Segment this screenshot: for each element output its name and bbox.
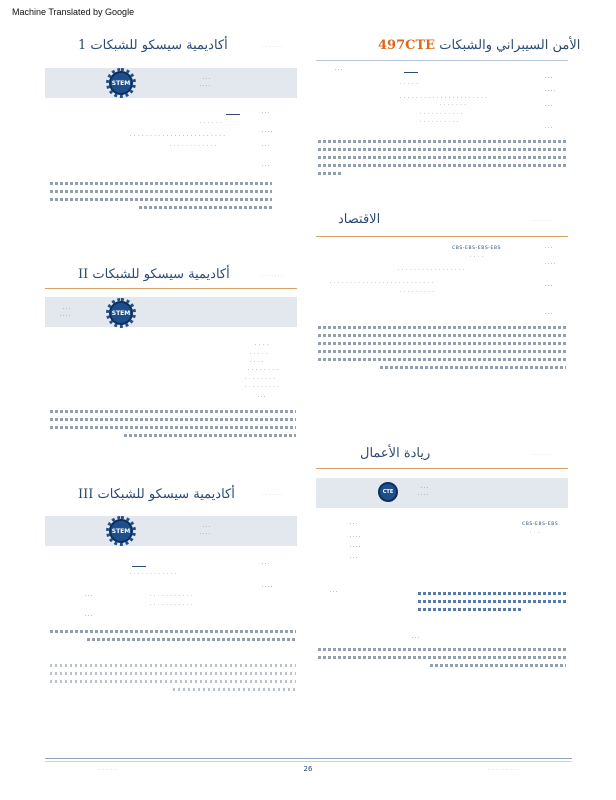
field-label: · · · · <box>545 262 556 267</box>
field-value: · · · · · · · · · · · <box>420 112 463 117</box>
page-number: 26 <box>303 765 313 773</box>
field-value-link: · · · · · · · · <box>248 368 279 373</box>
stem-badge-icon: STEM <box>109 71 133 95</box>
section-description <box>418 592 568 616</box>
field-label: · · · · <box>250 360 265 365</box>
field-label: · · · <box>335 68 343 73</box>
field-value-link: · · · · · · · · · · · · · · · · · · · · · · <box>400 96 488 101</box>
field-value: · · · · · · · · · · <box>420 120 459 125</box>
section-description <box>50 630 296 646</box>
course-code-faint: · · · · · · · <box>262 44 283 50</box>
field-label: · · · · <box>350 545 361 550</box>
field-label: · · · · <box>545 89 556 94</box>
footer-left-text: · · · · · · · · <box>98 767 118 772</box>
footer-right-text: · · · · · · · · · · · · · <box>488 767 520 772</box>
course-code-faint: · · · · · · · <box>532 218 553 224</box>
field-label: · · · <box>262 144 270 149</box>
field-value: · · · · · <box>400 82 419 87</box>
field-label: · · · <box>545 104 553 109</box>
description-label: · · · <box>545 312 553 317</box>
section-note <box>50 664 296 696</box>
band-meta: · · · · · · · <box>200 525 211 537</box>
field-label: · · · <box>85 594 93 599</box>
field-value: · · · · · · · · · · · · <box>130 572 177 577</box>
footer-rule <box>45 758 572 759</box>
section-note <box>318 648 566 672</box>
title-text: الأمن السيبراني والشبكات <box>439 38 581 53</box>
grade-dash <box>226 114 240 115</box>
stem-badge-icon: STEM <box>109 301 133 325</box>
course-code-faint: · · · · · · · <box>532 452 553 458</box>
field-value: · · · · · · · · <box>245 377 276 382</box>
translation-banner: Machine Translated by Google <box>12 7 135 17</box>
description-label: · · · <box>545 126 553 131</box>
field-value: · · · · · · · · · · · · <box>170 144 217 149</box>
section-title-cisco-1: أكاديمية سيسكو للشبكات 1 <box>78 38 228 53</box>
note-label: · · · <box>412 636 420 641</box>
field-value: · · · · · · <box>200 121 223 126</box>
field-label: · · · <box>350 556 358 561</box>
cte-badge-icon: CTE <box>378 482 398 502</box>
stem-badge-icon: STEM <box>109 519 133 543</box>
section-rule <box>316 236 568 237</box>
field-value-link: · · · · · · · · · · · · · · · · · · · · · · · · <box>130 134 226 139</box>
section-rule <box>316 468 568 469</box>
section-description <box>318 326 566 374</box>
field-value: · · · · · · · · · <box>245 385 280 390</box>
field-value: · · · · <box>470 255 485 260</box>
section-description <box>50 182 272 214</box>
field-value: · · · · · · · · · <box>400 290 435 295</box>
section-rule <box>316 60 568 61</box>
info-band <box>45 68 297 98</box>
section-title-entrepreneurship: ريادة الأعمال <box>360 446 431 461</box>
field-label: · · · <box>545 76 553 81</box>
field-value: · · · · · · · <box>440 103 467 108</box>
info-band <box>45 516 297 546</box>
field-value: · · · · <box>255 343 270 348</box>
course-code-accent: 497CTE <box>378 38 436 53</box>
field-label: · · · · <box>350 535 361 540</box>
course-code-faint: · · · · · · · <box>262 492 283 498</box>
field-value: · · · · · · · · · · · <box>150 603 193 608</box>
course-codes: CBS-EBS-EBS <box>522 522 559 527</box>
field-value: · · · · · · · · · · · · · · · · · <box>398 268 466 273</box>
field-label: · · · · <box>262 585 273 590</box>
section-title-cisco-2: أكاديمية سيسكو للشبكات II <box>78 267 230 282</box>
description-label: · · · <box>262 164 270 169</box>
field-value: · · · · · · · · · · · · · · · · · · · · · · · · · · <box>330 281 434 286</box>
field-label: · · · <box>545 284 553 289</box>
field-label: · · · <box>262 562 270 567</box>
section-rule <box>45 288 297 289</box>
field-label: · · · <box>350 522 358 527</box>
section-title-cisco-3: أكاديمية سيسكو للشبكات III <box>78 487 235 502</box>
description-label: · · · <box>258 395 266 400</box>
section-description <box>50 410 296 442</box>
grade-dash <box>404 72 418 73</box>
field-label: · · · · <box>262 130 273 135</box>
footer-rule-secondary <box>45 761 572 762</box>
section-title-cybersecurity <box>378 38 580 53</box>
band-meta: · · · · · · · <box>200 77 211 89</box>
field-label: · · · <box>545 246 553 251</box>
description-label: · · · <box>85 614 93 619</box>
field-label: · · · <box>262 111 270 116</box>
grade-dash <box>132 566 146 567</box>
section-title-economics: الاقتصاد <box>338 212 381 227</box>
description-label: · · · <box>330 590 338 595</box>
field-value: · · · · · <box>250 352 269 357</box>
band-meta: · · · · · · · <box>60 307 71 319</box>
band-meta: · · · · · · · <box>418 486 429 498</box>
field-value: · · · <box>530 531 541 536</box>
field-value: · · · · · · · · · · · <box>150 594 193 599</box>
course-code-faint: · · · · · · · <box>262 273 283 279</box>
info-band <box>316 478 568 508</box>
course-codes: CBS-EBS-EBS-EBS <box>452 246 502 251</box>
info-band <box>45 297 297 327</box>
section-description <box>318 140 566 180</box>
